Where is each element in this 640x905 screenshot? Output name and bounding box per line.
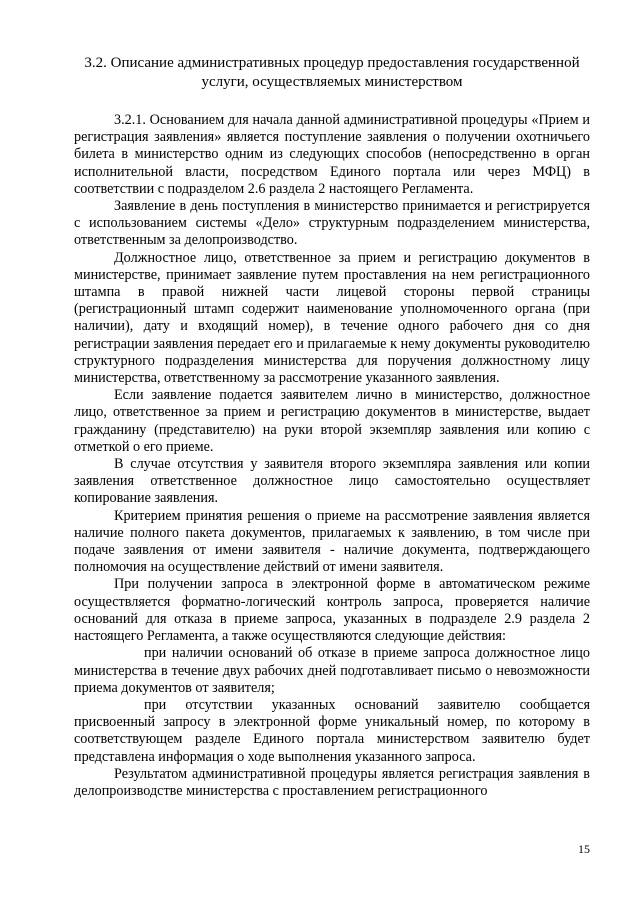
section-heading xyxy=(74,54,590,92)
paragraph-copy-absence: В случае отсутствия у заявителя второго экземпляра заявления или копии заявления ответственное должностное лицо самостоятельно осуществляет копирование заявления. xyxy=(74,456,590,507)
body-text xyxy=(74,112,590,800)
paragraph-personal-submission: Если заявление подается заявителем лично в министерство, должностное лицо, ответственное за прием и регистрацию документов в министерстве, выдает гражданину (представителю) на руки второй экземпляр заявления или копию с отметкой о его приеме. xyxy=(74,387,590,455)
page-number: 15 xyxy=(578,842,590,856)
paragraph-registration: Заявление в день поступления в министерство принимается и регистрируется с использованием системы «Дело» структурным подразделением министерства, ответственным за делопроизводство. xyxy=(74,198,590,249)
paragraph-official-acceptance: Должностное лицо, ответственное за прием и регистрацию документов в министерстве, принимает заявление путем проставления на нем регистрационного штампа в правой нижней части лицевой стороны первой страницы (регистрационный штамп содержит наименование уполномоченного органа (при наличии), дату и входящий номер), в течение одного рабочего дня со дня регистрации заявления передает его и прилагаемые к нему документы руководителю структурного подразделения министерства для поручения должностному лицу министерства, ответственному за рассмотрение указанного заявления. xyxy=(74,249,590,387)
paragraph-3-2-1: 3.2.1. Основанием для начала данной административной процедуры «Прием и регистрация заявления» является поступление заявления о получении охотничьего билета в министерство одним из следующих способов (непосредственно в орган исполнительной власти, посредством Единого портала или через МФЦ) в соответствии с подразделом 2.6 раздела 2 настоящего Регламента. xyxy=(74,112,590,197)
section-heading-line-1: 3.2. Описание административных процедур предоставления государственной xyxy=(84,55,580,71)
section-heading-line-2: услуги, осуществляемых министерством xyxy=(201,74,463,90)
paragraph-electronic-request: При получении запроса в электронной форме в автоматическом режиме осуществляется форматно-логический контроль запроса, проверяется наличие оснований для отказа в приеме запроса, указанных в подразделе 2.9 раздела 2 настоящего Регламента, а также осуществляются следующие действия: xyxy=(74,576,590,645)
paragraph-unique-number: при отсутствии указанных оснований заявителю сообщается присвоенный запросу в электронной форме уникальный номер, по которому в соответствующем разделе Единого портала министерством заявителю будет представлена информация о ходе выполнения указанного запроса. xyxy=(74,696,590,765)
paragraph-result: Результатом административной процедуры является регистрация заявления в делопроизводстве министерства с проставлением регистрационного xyxy=(74,765,590,799)
paragraph-criterion: Критерием принятия решения о приеме на рассмотрение заявления является наличие полного пакета документов, прилагаемых к заявлению, в том числе при подаче заявления от имени заявителя - наличие документа, подтверждающего полномочия на осуществление действий от имени заявителя. xyxy=(74,507,590,576)
paragraph-refusal-grounds: при наличии оснований об отказе в приеме запроса должностное лицо министерства в течение двух рабочих дней подготавливает письмо о невозможности приема документов от заявителя; xyxy=(74,645,590,696)
